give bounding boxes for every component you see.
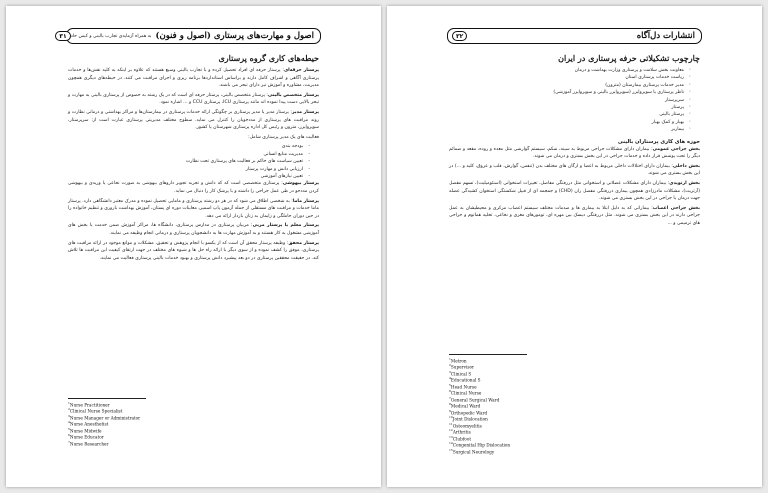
paragraph-term: پرستار ماما [292, 198, 319, 204]
list-item: ◦ ناظر پرستاری یا سوپروایزر (سوپروایزر بالینی و سوپروایزر آموزشی) [449, 89, 690, 96]
section-title: چارچوب تشکیلاتی حرفه پرستاری در ایران [558, 53, 700, 63]
paragraph-term: بخش ارتوپدی [669, 181, 700, 187]
footnote-marker: 5 [68, 426, 70, 431]
footnote-marker: 7 [68, 439, 70, 444]
paragraph-text: بیماران دارای اختلالات داخلی مربوط به اعضا و ارگان های مختلف بدن (تنفس، گوارش، قلب و عروق، کلیه و ...) در این بخش بستری می شوند. [449, 163, 700, 177]
footnote-text: Clinical S [450, 371, 472, 377]
manager-activities-list [68, 143, 319, 180]
list-item: - ارزیابی دانش و مهارت پرستار [68, 166, 309, 173]
footnote-marker: 13 [449, 434, 453, 439]
list-item: ◦ مدیر خدمات پرستاری بیمارستان (مترون) [449, 82, 690, 89]
subsection-title: حوزه های کاری پرستاران بالینی [617, 138, 700, 145]
left-page [6, 6, 381, 487]
paragraph-group [68, 67, 319, 141]
footnote-text: Nurse Midwife [69, 428, 102, 434]
paragraph-group [449, 146, 700, 228]
paragraph: پرستار حرفه‌ای: پرستار حرفه ای افراد تحصیل کرده و با تجارب بالینی وسیع هستند که علاوه بر اینکه به کلیه نقش‌ها و خدمات پرستاری آگاهی و اشراف کامل دارند و براساس استانداردها برنامه ریزی و اجرای مراقبت می کنند. در حیطه‌های دیگری همچون مدیریت، مشاوره و آموزش نیز دارای تبحر می باشند. [68, 68, 319, 89]
footnotes [449, 354, 559, 454]
list-item: ◦ ریاست خدمات پرستاری استان [449, 74, 690, 81]
section-title: حیطه‌های کاری گروه پرستاری [218, 53, 319, 63]
right-page [387, 6, 762, 487]
footnote-marker: 9 [449, 408, 451, 413]
paragraph-text: مربیان پرستاری در مدارس پرستاری، دانشگاه ها، مراکز آموزش ضمن خدمت یا بخش های آموزشی مشغول به کار هستند و به آموزش مهارت ها به دانشجویان پرستاری و درمانی انجام وظیفه می نمایند. [68, 223, 319, 236]
footnote-text: Clinical Nurse [450, 390, 482, 396]
footnote-marker: 4 [68, 420, 70, 425]
footnote-marker: 6 [449, 389, 451, 394]
paragraph-term: پرستار حرفه‌ای [283, 68, 319, 73]
footnote [449, 448, 559, 454]
footnote-marker: 4 [449, 376, 451, 381]
header-title: انتشارات دل‌آگاه [636, 31, 695, 41]
footnote-text: Osteomyelitis [452, 423, 482, 429]
footnote-marker: 10 [449, 415, 453, 420]
paragraph-term: پرستار بیهوشی [282, 181, 319, 187]
footnote-text: Surgical Neurology [452, 449, 495, 455]
footnote-text: Nurse Anesthetist [69, 421, 109, 427]
footnote-text: Nurse Practitioner [69, 402, 110, 408]
page-number: ۳۱ [55, 31, 70, 41]
header-subtitle: به همراه آزمایه‌ی تجارب بالینی و کیس حاد [70, 33, 152, 39]
paragraph-text: وظیفه پرستار محقق آن است که از یکسو با انجام پژوهش و تحقیق، مشکلات و موانع موجود در ارائه مراقبت های پرستاری، موفق را کشف نموده و از سوی دیگر با ارائه راه حل ها و شیوه های مختلف در جهت ارتقای کیفیت این مراقبت ها تلاش کند. در حقیقت محققین پرستاری در دو بعد پیشبرد دانش پرستاری و بهبود خدمات بالینی پرستاری فعالیت می نمایند. [68, 240, 319, 261]
footnote-text: Head Nurse [450, 384, 477, 390]
footnote-marker: 1 [449, 357, 451, 361]
footnote-text: Clinical Nurse Specialist [69, 408, 123, 414]
footnote-marker: 14 [449, 441, 453, 446]
paragraph: پرستار مدیر: پرستار مدیر یا مدیر پرستاری بر چگونگی ارائه خدمات پرستاری در بیمارستان‌ها و مراکز بهداشتی و درمانی نظارت و روند مراقبت های پرستاری از مددجویان را کنترل می نماید. سطوح مختلف مدیریتی پرستاری عبارت است از: سرپرستار، سوپروایزر، مترون و رئیس کل اداره پرستاری شهرستان یا کشور. [68, 109, 319, 131]
paragraph-group-2 [68, 180, 319, 262]
paragraph-text: پرستار حرفه ای افراد تحصیل کرده و با تجارب بالینی وسیع هستند که علاوه بر اینکه به کلیه نقش‌ها و خدمات پرستاری آگاهی و اشراف کامل دارند و براساس استانداردها برنامه ریزی و اجرای مراقبت می کنند. در حیطه‌های دیگری همچون مدیریت، مشاوره و آموزش نیز دارای تبحر می باشند. [68, 68, 319, 89]
footnote-marker: 5 [449, 382, 451, 387]
list-item: ◦ پرستار بالینی [449, 111, 690, 118]
paragraph-text: بیمارانی که به دلیل ابتلا به بیماری ها و صدمات مختلف سیستم اعصاب مرکزی و محیطیشان به عمل جراحی دارند در این بخش بستری می شوند. مثل دررفتگی دیسک بین مهره ای، تومورهای مغزی و نخاعی، تخلیه هماتوم و جراحی های ترمیمی و ... [449, 205, 700, 226]
paragraph-text: بیماران دارای مشکلات جراحی مربوط به سینه، شکم، سیستم گوارشی مثل معده و روده، مقعد و ضمائم دیگر را تحت پوشش قرار داده و خدمات جراحی در این بخش بستری و درمان می شوند. [449, 146, 700, 160]
page-content [68, 52, 319, 264]
footnote-text: Clubfoot [452, 436, 472, 442]
footnote-text: Arthritis [452, 429, 471, 435]
paragraph: پرستار ماما: به شخصی اطلاق می شود که در هر دو رشته پرستاری و مامایی تحصیل نموده و مدرک معتبر دانشگاهی دارد. پرستار ماما خدمات و مراقبت های مستقلی از جمله آزمون پاپ اسمیر، معاینات دوره ای پستان، آموزش بهداشت باروری و تنظیم خانواده را در حین دوران حاملگی و زایمان به زنان باردار ارائه می دهد. [68, 198, 319, 219]
footnote-marker: 3 [449, 369, 451, 374]
org-structure-list [449, 67, 700, 134]
paragraph: پرستار معلم یا پرستار مربی: مربیان پرستاری در مدارس پرستاری، دانشگاه ها، مراکز آموزش ضمن خدمت یا بخش های آموزشی مشغول به کار هستند و به آموزش مهارت ها به دانشجویان پرستاری و درمانی انجام وظیفه می نمایند. [68, 223, 319, 236]
footnote-text: Supervisor [450, 364, 475, 370]
paragraph: بخش ارتوپدی: بیماران دارای مشکلات عضلانی و استخوانی مثل دررفتگی مفاصل، تغییرات استخوانی (استئومیلیت)، تسهم مفصل (آرتریت)، مشکلات مادرزادی همچون بیماری دررفتگی مفصل ران (CHD) و جمجمه ای از قبیل شکستگی استخوان کشیدگی عضله جهت درمان یا جراحی در این بخش بستری می شوند. [449, 181, 700, 202]
paragraph: پرستار متخصص بالینی: پرستار متخصص بالینی، پرستار حرفه ای است که در یک رشته به خصوص از پرستاری بالینی به مهارت و تبحر بالایی دست پیدا نموده اند مانند پرستاری ICU، پرستاری CCU و ... اشاره نمود. [68, 92, 319, 106]
footnote-text: Nurse Researcher [69, 441, 109, 447]
footnote-text: General Surgical Ward [450, 397, 500, 403]
footnote-marker: 2 [68, 407, 70, 412]
list-item: - تعیین سیاست های حاکم بر فعالیت های پرستاری تحت نظارت [68, 158, 309, 165]
paragraph-text: پرستار متخصص بالینی، پرستار حرفه ای است که در یک رشته به خصوص از پرستاری بالینی به مهارت و تبحر بالایی دست پیدا نموده اند مانند پرستاری ICU، پرستاری CCU و ... اشاره نمود. [68, 92, 319, 106]
paragraph: بخش جراحی اعصاب: بیمارانی که به دلیل ابتلا به بیماری ها و صدمات مختلف سیستم اعصاب مرکزی و محیطیشان به عمل جراحی دارند در این بخش بستری می شوند. مثل دررفتگی دیسک بین مهره ای، تومورهای مغزی و نخاعی، تخلیه هماتوم و جراحی های ترمیمی و ... [449, 205, 701, 226]
list-item: ◦ بهیار و کمک بهیار [449, 119, 690, 126]
footnote-rule [68, 398, 146, 399]
list-item: ◦ معاونت بخش سلامت و پرستاری وزارت بهداشت و درمان [449, 67, 690, 74]
page-header [447, 28, 702, 44]
paragraph-term: پرستار محقق [288, 240, 320, 246]
paragraph: بخش داخلی: بیماران دارای اختلالات داخلی مربوط به اعضا و ارگان های مختلف بدن (تنفس، گوارش، قلب و عروق، کلیه و ...) در این بخش بستری می شوند. [449, 163, 700, 177]
paragraph-term: بخش جراحی عمومی [652, 146, 700, 152]
footnote-marker: 12 [449, 428, 453, 433]
footnote-text: Nurse Manager or Administrator [69, 415, 141, 421]
paragraph-text: بیماران دارای مشکلات عضلانی و استخوانی مثل دررفتگی مفاصل، تغییرات استخوانی (استئومیلیت)، تسهم مفصل (آرتریت)، مشکلات مادرزادی همچون بیماری دررفتگی مفصل ران (CHD) و جمجمه ای از قبیل شکستگی استخوان کشیدگی عضله جهت درمان یا جراحی در این بخش بستری می شوند. [449, 181, 700, 202]
page-content [449, 52, 700, 230]
footnote-rule [449, 354, 527, 355]
footnote-marker: 6 [68, 433, 70, 438]
paragraph-term: پرستار متخصص بالینی [267, 92, 319, 98]
footnote-marker: 15 [449, 447, 453, 452]
header-title: اصول و مهارت‌های پرستاری (اصول و فنون) [155, 31, 314, 41]
footnote-text: Educational S [450, 377, 481, 383]
paragraph-text: پرستار مدیر یا مدیر پرستاری بر چگونگی ارائه خدمات پرستاری در بیمارستان‌ها و مراکز بهداشتی و درمانی نظارت و روند مراقبت های پرستاری از مددجویان را کنترل می نماید. سطوح مختلف مدیریتی پرستاری عبارت است از: سرپرستار، سوپروایزر، مترون و رئیس کل اداره پرستاری شهرستان یا کشور. [68, 109, 319, 131]
list-item: - بودجه بندی [68, 143, 309, 150]
paragraph-term: بخش جراحی اعصاب [652, 205, 701, 211]
footnote-text: Nurse Educator [69, 434, 104, 440]
footnote-text: Medical Ward [450, 403, 481, 409]
list-item: ◦ پرستار [449, 104, 690, 111]
footnote-marker: 2 [449, 363, 451, 368]
footnote [68, 440, 178, 446]
page-header [59, 28, 321, 44]
footnote-text: Joint Dislocation [452, 416, 488, 422]
footnote-marker: 1 [68, 401, 70, 405]
list-item: ◦ سرپرستار [449, 97, 690, 104]
paragraph: پرستار بیهوشی: پرستاری متخصصی است که که دانش و تجربه تجویز داروهای بیهوشی به صورت نخاعی یا وریدی و بیهوشی کردن مددجو در طی عمل جراحی را داشته و با پزشک کار را دنبال می نماید. [68, 181, 319, 194]
paragraph [68, 134, 319, 142]
list-item: - تعیین نیازهای آموزشی [68, 173, 309, 180]
paragraph-term: پرستار معلم یا پرستار مربی [252, 223, 319, 229]
paragraph-text: فعالیت های یک مدیر پرستاری شامل: [248, 134, 319, 140]
paragraph-term: پرستار مدیر [291, 109, 319, 115]
paragraph: بخش جراحی عمومی: بیماران دارای مشکلات جراحی مربوط به سینه، شکم، سیستم گوارشی مثل معده و روده، مقعد و ضمائم دیگر را تحت پوشش قرار داده و خدمات جراحی در این بخش بستری و درمان می شوند. [449, 146, 700, 160]
paragraph-text: پرستاری متخصصی است که که دانش و تجربه تجویز داروهای بیهوشی به صورت نخاعی یا وریدی و بیهوشی کردن مددجو در طی عمل جراحی را داشته و با پزشک کار را دنبال می نماید. [68, 181, 319, 194]
paragraph-term: بخش داخلی [672, 163, 700, 169]
footnote-text: Metron [450, 358, 467, 364]
footnote-marker: 8 [449, 402, 451, 407]
paragraph-text: به شخصی اطلاق می شود که در هر دو رشته پرستاری و مامایی تحصیل نموده و مدرک معتبر دانشگاهی دارد. پرستار ماما خدمات و مراقبت های مستقلی از جمله آزمون پاپ اسمیر، معاینات دوره ای پستان، آموزش بهداشت باروری و تنظیم خانواده را در حین دوران حاملگی و زایمان به زنان باردار ارائه می دهد. [68, 198, 319, 219]
footnote-marker: 7 [449, 395, 451, 400]
list-item: - مدیریت منابع انسانی [68, 151, 309, 158]
page-number: ۳۲ [452, 31, 467, 41]
footnotes [68, 398, 178, 446]
footnote-text: Orthopedic Ward [450, 410, 488, 416]
paragraph: پرستار محقق: وظیفه پرستار محقق آن است که از یکسو با انجام پژوهش و تحقیق، مشکلات و موانع موجود در ارائه مراقبت های پرستاری، موفق را کشف نموده و از سوی دیگر با ارائه راه حل ها و شیوه های مختلف در جهت ارتقای کیفیت این مراقبت ها تلاش کند. در حقیقت محققین پرستاری در دو بعد پیشبرد دانش پرستاری و بهبود خدمات بالینی پرستاری فعالیت می نمایند. [68, 240, 320, 261]
footnote-marker: 3 [68, 413, 70, 418]
footnote-marker: 11 [449, 421, 453, 426]
footnote-text: Congenital Hip Dislocation [452, 442, 511, 448]
list-item: ◦ بیماربر [449, 126, 690, 133]
